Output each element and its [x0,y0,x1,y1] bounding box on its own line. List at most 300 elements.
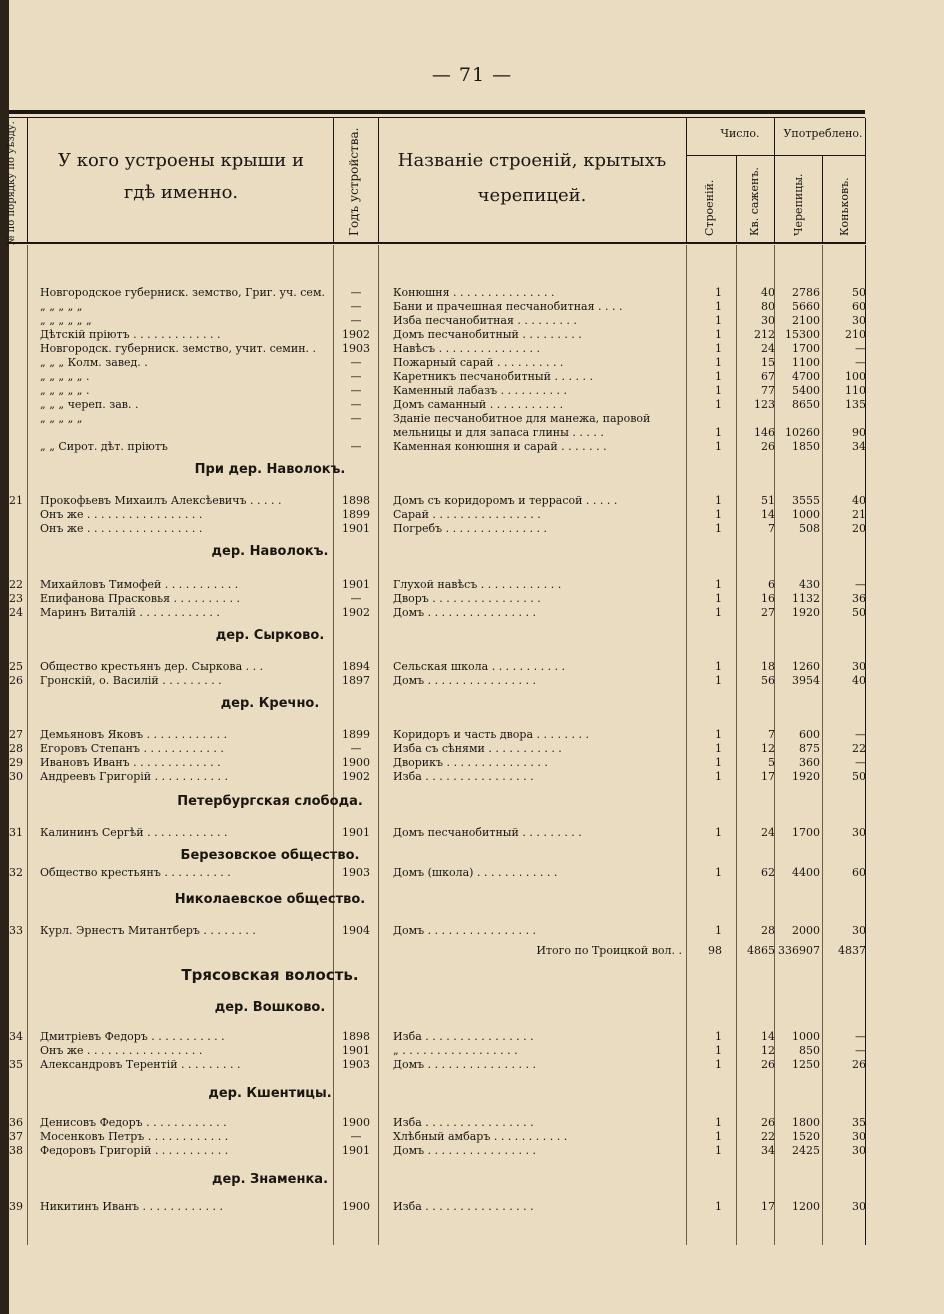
table-row [0,826,944,840]
cell-s: 1 [715,342,722,355]
cell-who: Михайловъ Тимофей . . . . . . . . . . . [40,578,239,591]
cell-kv: 14 [761,1030,775,1043]
cell-who: Никитинъ Иванъ . . . . . . . . . . . . [40,1200,223,1213]
cell-year: — [350,592,362,605]
cell-name: Изба . . . . . . . . . . . . . . . . [393,1030,534,1043]
cell-kv: 28 [761,924,775,937]
table-row [0,440,944,454]
cell-s: 1 [715,1030,722,1043]
cell-name: Хлѣбный амбаръ . . . . . . . . . . . [393,1130,568,1143]
ridges-subheader: Коньковъ. [838,177,851,236]
cell-kv: 27 [761,606,775,619]
cell-ch: 1800 [792,1116,820,1129]
cell-kv: 67 [761,370,775,383]
cell-s: 1 [715,398,722,411]
cell-s: 1 [715,440,722,453]
num-col-header: № по порядку по уѣзду. [6,121,17,245]
cell-year: — [350,398,362,411]
cell-ko: 30 [852,1130,866,1143]
cell-ch: 2786 [792,286,820,299]
cell-ch: 10260 [785,426,820,439]
cell-ch: 430 [799,578,820,591]
header-subrule [686,155,866,156]
table-row [0,1130,944,1144]
cell-kv: 123 [754,398,775,411]
cell-name: Каменная конюшня и сарай . . . . . . . [393,440,607,453]
cell-who: Егоровъ Степанъ . . . . . . . . . . . . [40,742,224,755]
table-row [0,592,944,606]
table-row [0,314,944,328]
cell-name: Домъ (школа) . . . . . . . . . . . . [393,866,558,879]
cell-num: 22 [9,578,23,591]
cell-name: Домъ . . . . . . . . . . . . . . . . [393,924,537,937]
cell-kv: 5 [768,756,775,769]
cell-ko: 26 [852,1058,866,1071]
cell-kv: 16 [761,592,775,605]
cell-name: Изба . . . . . . . . . . . . . . . . [393,1116,534,1129]
cell-s: 1 [715,1130,722,1143]
cell-ch: 600 [799,728,820,741]
cell-ch: 1000 [792,508,820,521]
cell-num: 36 [9,1116,23,1129]
cell-who: „ „ Сирот. дѣт. пріютъ [40,440,168,453]
cell-ko: 21 [852,508,866,521]
header-rule-thick [9,110,865,114]
cell-name: Домъ . . . . . . . . . . . . . . . . [393,674,537,687]
cell-year: 1903 [342,866,370,879]
cell-kv: 56 [761,674,775,687]
cell-ko: 35 [852,1116,866,1129]
cell-year: 1902 [342,328,370,341]
cell-ch: 4700 [792,370,820,383]
header-divider [686,118,687,242]
cell-num: 24 [9,606,23,619]
cell-year: 1901 [342,522,370,535]
table-row [0,742,944,756]
cell-num: 37 [9,1130,23,1143]
cell-ch: 1920 [792,770,820,783]
cell-ko: — [855,356,866,369]
table-row [0,674,944,688]
cell-who: Курл. Эрнестъ Митантберъ . . . . . . . . [40,924,256,937]
cell-who: Онъ же . . . . . . . . . . . . . . . . . [40,522,203,535]
cell-who: Александровъ Терентій . . . . . . . . . [40,1058,241,1071]
table-row [0,1058,944,1072]
cell-num: 39 [9,1200,23,1213]
cell-year: — [350,370,362,383]
cell-year: 1898 [342,494,370,507]
owner-col-header-line1: У кого устроены крыши и [57,150,305,171]
cell-year: 1901 [342,1144,370,1157]
cell-kv: 77 [761,384,775,397]
cell-ko: 40 [852,494,866,507]
table-row [0,756,944,770]
table-row [0,328,944,342]
cell-ko: 20 [852,522,866,535]
cell-kv: 26 [761,440,775,453]
cell-name: Зданіе песчанобитное для манежа, паровой [393,412,651,425]
cell-name: Домъ . . . . . . . . . . . . . . . . [393,1058,537,1071]
cell-ch: 1700 [792,342,820,355]
table-row [0,1200,944,1214]
cell-ch: 875 [799,742,820,755]
cell-ch: 1132 [792,592,820,605]
cell-ko: 22 [852,742,866,755]
cell-num: 38 [9,1144,23,1157]
cell-name: Сельская школа . . . . . . . . . . . [393,660,566,673]
cell-name: Домъ съ коридоромъ и террасой . . . . . [393,494,618,507]
cell-s: 1 [715,508,722,521]
cell-name: Погребъ . . . . . . . . . . . . . . . [393,522,548,535]
cell-who: „ „ „ „ „ [40,412,83,425]
cell-ch: 5660 [792,300,820,313]
table-row [0,606,944,620]
cell-name: Домъ песчанобитный . . . . . . . . . [393,328,582,341]
cell-kv: 18 [761,660,775,673]
cell-s: 1 [715,1044,722,1057]
table-row [0,578,944,592]
cell-num: 29 [9,756,23,769]
year-col-header: Годъ устройства. [347,127,361,236]
cell-kv: 7 [768,522,775,535]
cell-year: 1901 [342,826,370,839]
cell-ch: 1200 [792,1200,820,1213]
table-row [0,522,944,536]
cell-ko: 30 [852,314,866,327]
cell-ch: 1920 [792,606,820,619]
cell-kv: 62 [761,866,775,879]
tiles-subheader: Черепицы. [792,173,805,236]
cell-s: 1 [715,370,722,383]
cell-ko: — [855,756,866,769]
cell-ch: 15300 [785,328,820,341]
cell-kv: 26 [761,1058,775,1071]
header-divider [822,155,823,242]
cell-num: 35 [9,1058,23,1071]
cell-s: 1 [715,660,722,673]
table-row [0,286,944,300]
section-heading-text: Николаевское общество. [174,892,366,907]
cell-who: „ „ „ „ „ . [40,384,90,397]
building-col-header-line2: черепицей. [477,185,587,206]
cell-s: 1 [715,300,722,313]
cell-name: Бани и прачешная песчанобитная . . . . [393,300,623,313]
cell-s: 1 [715,1116,722,1129]
cell-ko: — [855,1044,866,1057]
buildings-subheader: Строеній. [703,179,716,236]
cell-num: 28 [9,742,23,755]
cell-s: 1 [715,384,722,397]
cell-who: Калининъ Сергѣй . . . . . . . . . . . . [40,826,228,839]
cell-ko: 30 [852,1144,866,1157]
cell-year: 1897 [342,674,370,687]
section-heading-text: При дер. Наволокъ. [194,462,346,477]
table-row [0,660,944,674]
cell-ko: 135 [845,398,866,411]
cell-ch: 2425 [792,1144,820,1157]
table-row [0,300,944,314]
cell-who: Общество крестьянъ . . . . . . . . . . [40,866,231,879]
section-heading-text: Березовское общество. [180,848,360,863]
cell-ko: — [855,342,866,355]
cell-who: Демьяновъ Яковъ . . . . . . . . . . . . [40,728,228,741]
section-heading-text: дер. Знаменка. [211,1172,329,1187]
cell-num: 25 [9,660,23,673]
cell-name: Коридоръ и часть двора . . . . . . . . [393,728,589,741]
section-heading-text: дер. Вошково. [214,1000,326,1015]
section-heading-text: дер. Сырково. [215,628,325,643]
header-divider [736,155,737,242]
cell-ch: 850 [799,1044,820,1057]
cell-name: Каменный лабазъ . . . . . . . . . . [393,384,568,397]
cell-who: Дмитріевъ Федоръ . . . . . . . . . . . [40,1030,225,1043]
cell-year: 1901 [342,578,370,591]
cell-s: 1 [715,286,722,299]
cell-who: Епифанова Прасковья . . . . . . . . . . [40,592,240,605]
table-row [0,866,944,880]
cell-year: 1903 [342,1058,370,1071]
cell-s: 1 [715,578,722,591]
cell-ko: 30 [852,1200,866,1213]
cell-ko: 50 [852,606,866,619]
cell-who: Гронскій, о. Василій . . . . . . . . . [40,674,222,687]
table-row [0,356,944,370]
cell-ch: 5400 [792,384,820,397]
cell-num: 34 [9,1030,23,1043]
cell-kv: 15 [761,356,775,369]
cell-kv: 14 [761,508,775,521]
cell-s: 1 [715,770,722,783]
cell-kv: 12 [761,742,775,755]
table-row [0,494,944,508]
cell-num: 23 [9,592,23,605]
cell-ch: 1850 [792,440,820,453]
cell-ch: 1520 [792,1130,820,1143]
cell-who: „ „ „ „ „ [40,300,83,313]
sqsazhen-subheader: Кв. саженъ. [748,167,761,236]
cell-year: — [350,300,362,313]
cell-ko: 34 [852,440,866,453]
cell-ko: 40 [852,674,866,687]
table-row [0,770,944,784]
cell-ko: 110 [845,384,866,397]
cell-ko: 60 [852,866,866,879]
cell-who: Онъ же . . . . . . . . . . . . . . . . . [40,1044,203,1057]
cell-year: 1902 [342,606,370,619]
table-row [0,1116,944,1130]
cell-ko: 30 [852,826,866,839]
cell-ko: 60 [852,300,866,313]
cell-ch: 2100 [792,314,820,327]
cell-who: Дѣтскій пріютъ . . . . . . . . . . . . . [40,328,221,341]
cell-s: 1 [715,1200,722,1213]
header-divider [27,118,28,242]
cell-name: Пожарный сарай . . . . . . . . . . [393,356,564,369]
cell-ch: 8650 [792,398,820,411]
cell-s: 1 [715,866,722,879]
cell-who: „ „ „ „ „ . [40,370,90,383]
cell-year: 1902 [342,770,370,783]
cell-s: 98 [708,944,722,957]
cell-ko: 30 [852,660,866,673]
header-divider [333,118,334,242]
cell-year: 1898 [342,1030,370,1043]
cell-name: Дворъ . . . . . . . . . . . . . . . . [393,592,541,605]
cell-s: 1 [715,426,722,439]
cell-who: Андреевъ Григорій . . . . . . . . . . . [40,770,229,783]
cell-s: 1 [715,728,722,741]
header-bottom-rule [9,242,866,244]
cell-name: Изба . . . . . . . . . . . . . . . . [393,1200,534,1213]
cell-year: — [350,384,362,397]
cell-name: Домъ саманный . . . . . . . . . . . [393,398,564,411]
cell-name: Изба съ сѣнями . . . . . . . . . . . [393,742,562,755]
cell-num: 31 [9,826,23,839]
table-row [0,398,944,412]
cell-name: Конюшня . . . . . . . . . . . . . . . [393,286,555,299]
cell-who: Новгородск. губерниск. земство, учит. семин. . [40,342,317,355]
cell-year: — [350,314,362,327]
cell-ch: 2000 [792,924,820,937]
cell-ch: 1100 [792,356,820,369]
cell-year: — [350,412,362,425]
cell-s: 1 [715,356,722,369]
cell-name: Итого по Троицкой вол. . [536,944,682,957]
cell-num: 21 [9,494,23,507]
table-row [0,412,944,426]
owner-col-header-line2: гдѣ именно. [123,182,239,203]
cell-s: 1 [715,314,722,327]
cell-ch: 508 [799,522,820,535]
table-row [0,728,944,742]
section-heading-text: дер. Наволокъ. [211,544,329,559]
cell-name: Дворикъ . . . . . . . . . . . . . . . [393,756,548,769]
cell-year: 1903 [342,342,370,355]
table-row [0,384,944,398]
cell-who: Денисовъ Федоръ . . . . . . . . . . . . [40,1116,227,1129]
cell-kv: 12 [761,1044,775,1057]
cell-s: 1 [715,826,722,839]
cell-kv: 22 [761,1130,775,1143]
cell-year: 1904 [342,924,370,937]
section-heading-text: Трясовская волость. [181,966,359,984]
cell-name: Навѣсъ . . . . . . . . . . . . . . . [393,342,541,355]
cell-s: 1 [715,606,722,619]
cell-who: Ивановъ Иванъ . . . . . . . . . . . . . [40,756,221,769]
cell-ch: 4400 [792,866,820,879]
cell-kv: 17 [761,1200,775,1213]
cell-name: Домъ . . . . . . . . . . . . . . . . [393,606,537,619]
cell-s: 1 [715,756,722,769]
total-row [0,944,944,958]
cell-name: Сарай . . . . . . . . . . . . . . . . [393,508,541,521]
cell-ch: 360 [799,756,820,769]
page-number: — 71 — [431,64,513,86]
cell-year: 1900 [342,1200,370,1213]
cell-ch: 1250 [792,1058,820,1071]
cell-ko: 50 [852,286,866,299]
cell-ch: 336907 [778,944,820,957]
cell-year: — [350,1130,362,1143]
header-rule-thin [9,117,865,118]
cell-kv: 4865 [747,944,775,957]
cell-year: 1899 [342,728,370,741]
table-row [0,342,944,356]
cell-s: 1 [715,1058,722,1071]
cell-s: 1 [715,1144,722,1157]
cell-kv: 146 [754,426,775,439]
cell-kv: 30 [761,314,775,327]
cell-s: 1 [715,592,722,605]
cell-kv: 6 [768,578,775,591]
cell-year: 1900 [342,756,370,769]
cell-kv: 26 [761,1116,775,1129]
cell-who: „ „ „ Колм. завед. . [40,356,148,369]
cell-s: 1 [715,742,722,755]
cell-year: — [350,286,362,299]
cell-ko: — [855,578,866,591]
cell-ko: — [855,728,866,741]
cell-kv: 212 [754,328,775,341]
cell-kv: 24 [761,342,775,355]
cell-num: 30 [9,770,23,783]
cell-who: „ „ „ „ „ „ [40,314,92,327]
cell-ch: 3555 [792,494,820,507]
table-row [0,1144,944,1158]
cell-who: Новгородское губерниск. земство, Григ. уч. сем. [40,286,325,299]
count-group-header: Число. [720,127,760,140]
cell-year: 1901 [342,1044,370,1057]
cell-s: 1 [715,494,722,507]
cell-s: 1 [715,522,722,535]
section-heading-text: дер. Кшентицы. [208,1086,332,1101]
cell-name: Изба . . . . . . . . . . . . . . . . [393,770,534,783]
table-row [0,426,944,440]
cell-ko: 90 [852,426,866,439]
cell-year: 1894 [342,660,370,673]
cell-ch: 3954 [792,674,820,687]
cell-s: 1 [715,328,722,341]
cell-s: 1 [715,674,722,687]
table-row [0,1044,944,1058]
cell-name: мельницы и для запаса глины . . . . . [393,426,604,439]
cell-year: 1899 [342,508,370,521]
cell-year: — [350,440,362,453]
cell-kv: 40 [761,286,775,299]
cell-num: 32 [9,866,23,879]
cell-num: 33 [9,924,23,937]
cell-ko: — [855,1030,866,1043]
cell-ko: 4837 [838,944,866,957]
cell-ko: 30 [852,924,866,937]
cell-year: — [350,356,362,369]
cell-ch: 1700 [792,826,820,839]
cell-kv: 17 [761,770,775,783]
cell-who: Общество крестьянъ дер. Сыркова . . . [40,660,264,673]
cell-name: Каретникъ песчанобитный . . . . . . [393,370,593,383]
table-row [0,924,944,938]
cell-who: Прокофьевъ Михаилъ Алексѣевичъ . . . . . [40,494,282,507]
cell-ko: 50 [852,770,866,783]
cell-who: Мосенковъ Петръ . . . . . . . . . . . . [40,1130,229,1143]
cell-ch: 1000 [792,1030,820,1043]
cell-kv: 51 [761,494,775,507]
section-heading-text: дер. Кречно. [220,696,320,711]
cell-ko: 210 [845,328,866,341]
cell-num: 27 [9,728,23,741]
table-row [0,1030,944,1044]
header-divider [378,118,379,242]
